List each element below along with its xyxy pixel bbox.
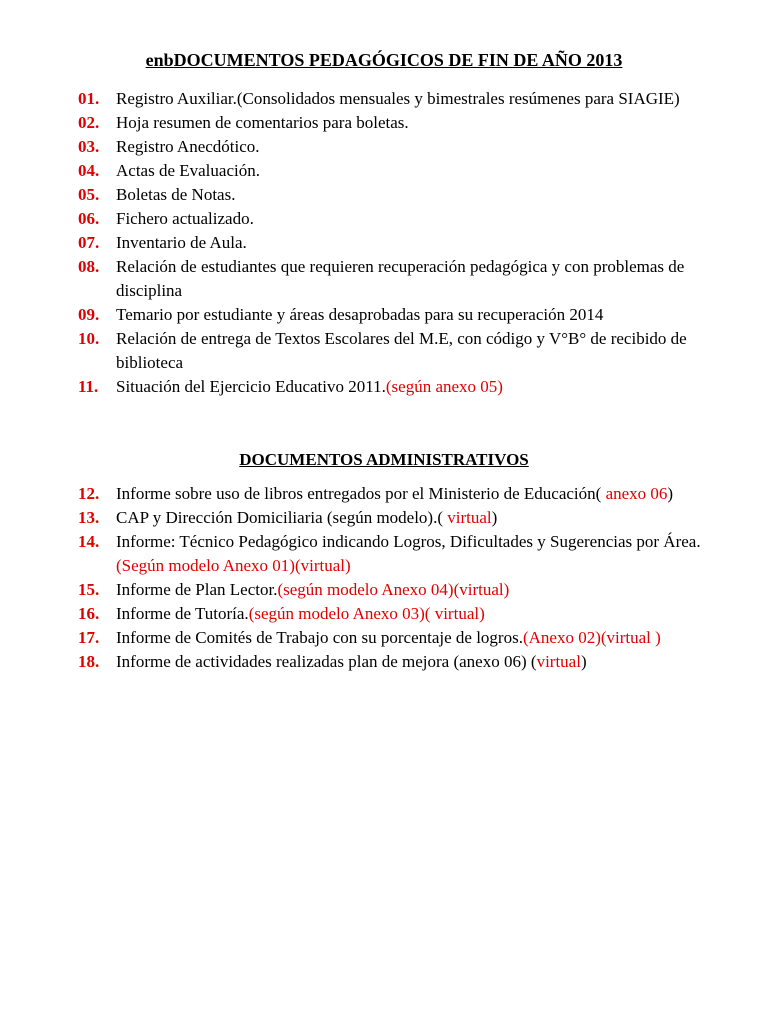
item-text: CAP y Dirección Domiciliaria (según modelo).( virtual) — [116, 508, 498, 527]
item-text: Informe sobre uso de libros entregados por el Ministerio de Educación( anexo 06) — [116, 484, 674, 503]
annex-note: (Anexo 02)(virtual ) — [522, 628, 661, 647]
list-item — [0, 482, 768, 506]
item-number: 01. — [78, 89, 100, 108]
item-text: Registro Auxiliar.(Consolidados mensuales y bimestrales resúmenes para SIAGIE) — [116, 89, 680, 108]
annex-note: anexo 06 — [605, 484, 668, 503]
title-prefix: enb — [145, 50, 174, 70]
pedagogical-documents-list — [0, 87, 768, 399]
item-text: Relación de estudiantes que requieren recuperación pedagógica y con problemas de disciplina — [116, 257, 685, 300]
item-text: Boletas de Notas. — [116, 185, 236, 204]
item-text: Informe de actividades realizadas plan de mejora (anexo 06) (virtual) — [116, 652, 587, 671]
annex-note: (Según modelo Anexo 01)(virtual) — [116, 556, 351, 575]
item-text: Inventario de Aula. — [116, 233, 247, 252]
item-text: Informe de Plan Lector.(según modelo Anexo 04)(virtual) — [116, 580, 510, 599]
item-text: Informe de Tutoría.(según modelo Anexo 03)( virtual) — [116, 604, 485, 623]
item-text: Registro Anecdótico. — [116, 137, 260, 156]
item-number: 11. — [78, 377, 99, 396]
item-number: 03. — [78, 137, 100, 156]
item-number: 04. — [78, 161, 100, 180]
item-text: Informe: Técnico Pedagógico indicando Logros, Dificultades y Sugerencias por Área.(Según modelo Anexo 01)(virtual) — [116, 532, 701, 575]
item-text: Informe de Comités de Trabajo con su porcentaje de logros.(Anexo 02)(virtual ) — [116, 628, 661, 647]
item-number: 08. — [78, 257, 100, 276]
list-item — [0, 650, 768, 674]
item-number: 17. — [78, 628, 100, 647]
list-item — [0, 183, 768, 207]
list-item — [0, 87, 768, 111]
item-number: 05. — [78, 185, 100, 204]
list-item — [0, 375, 768, 399]
item-text: Actas de Evaluación. — [116, 161, 260, 180]
list-item — [0, 231, 768, 255]
item-text: Hoja resumen de comentarios para boletas. — [116, 113, 409, 132]
list-item — [0, 159, 768, 183]
title-main: DOCUMENTOS PEDAGÓGICOS DE FIN DE AÑO 2013 — [173, 50, 623, 70]
item-number: 15. — [78, 580, 100, 599]
item-number: 14. — [78, 532, 100, 551]
list-item — [0, 578, 768, 602]
list-item — [0, 506, 768, 530]
list-item — [0, 135, 768, 159]
section-title-administrative: DOCUMENTOS ADMINISTRATIVOS — [239, 450, 529, 469]
list-item — [0, 602, 768, 626]
item-number: 12. — [78, 484, 100, 503]
annex-note: (según anexo 05) — [385, 377, 503, 396]
list-item — [0, 255, 768, 303]
list-item — [0, 303, 768, 327]
item-number: 02. — [78, 113, 100, 132]
item-number: 06. — [78, 209, 100, 228]
item-number: 07. — [78, 233, 100, 252]
list-item — [0, 327, 768, 375]
item-text: Fichero actualizado. — [116, 209, 254, 228]
list-item — [0, 626, 768, 650]
item-number: 10. — [78, 329, 100, 348]
page-title — [0, 49, 768, 71]
list-item — [0, 111, 768, 135]
list-item — [0, 207, 768, 231]
item-text: Temario por estudiante y áreas desaprobadas para su recuperación 2014 — [116, 305, 604, 324]
annex-note: virtual — [536, 652, 581, 671]
item-text: Relación de entrega de Textos Escolares del M.E, con código y V°B° de recibido de biblioteca — [116, 329, 687, 372]
item-number: 16. — [78, 604, 100, 623]
administrative-documents-list — [0, 482, 768, 674]
annex-note: (según modelo Anexo 03)( virtual) — [248, 604, 485, 623]
list-item — [0, 530, 768, 578]
item-number: 18. — [78, 652, 100, 671]
item-text: Situación del Ejercicio Educativo 2011.(según anexo 05) — [116, 377, 503, 396]
item-number: 09. — [78, 305, 100, 324]
item-number: 13. — [78, 508, 100, 527]
annex-note: (según modelo Anexo 04)(virtual) — [277, 580, 510, 599]
annex-note: virtual — [447, 508, 492, 527]
